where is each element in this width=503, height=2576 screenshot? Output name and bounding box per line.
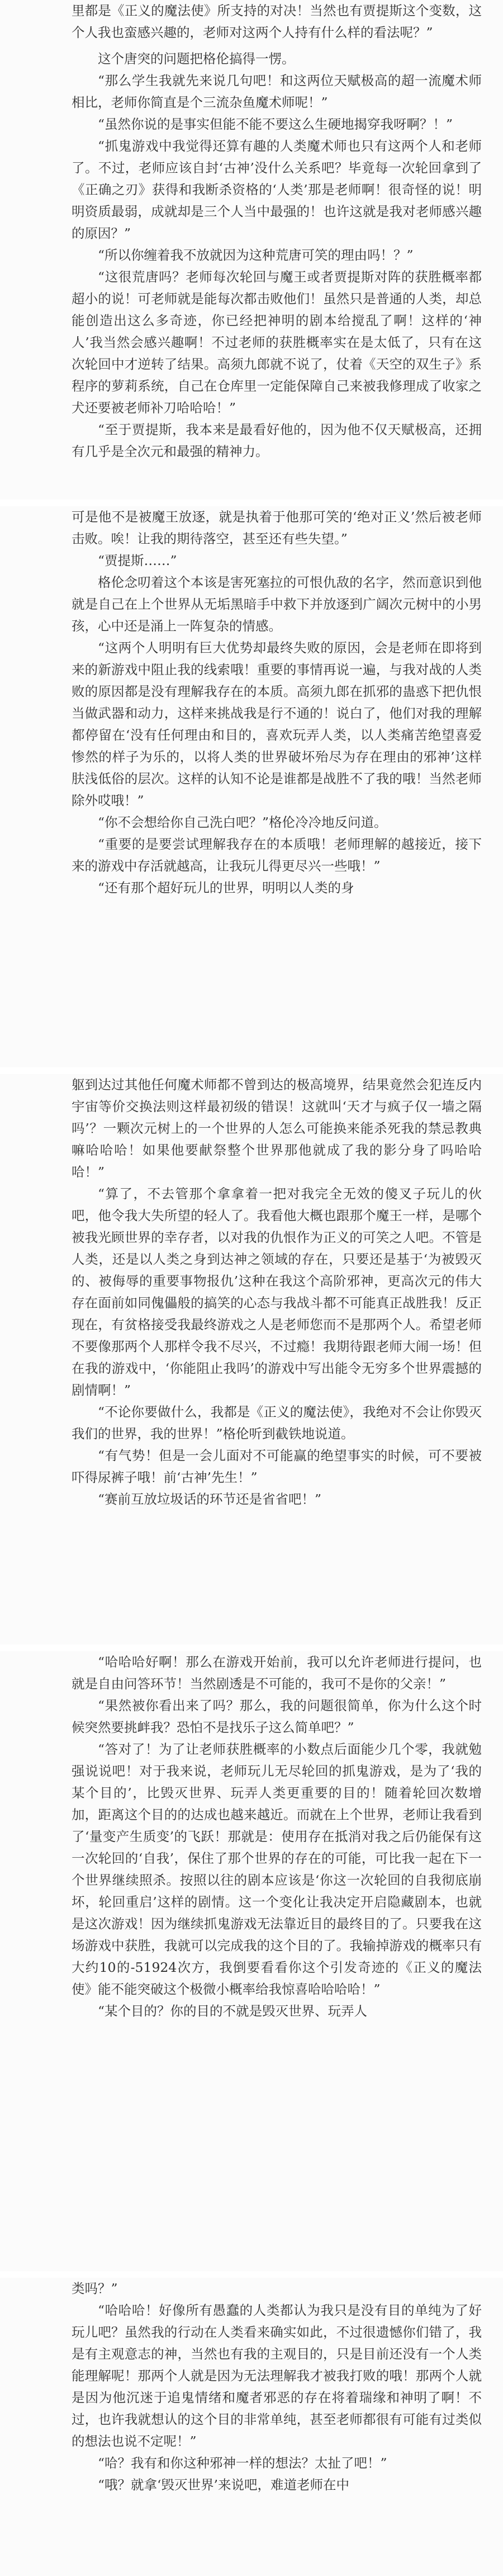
- paragraph: “那么学生我就先来说几句吧！和这两位天赋极高的超一流魔术师相比，老师你简直是个三流杂鱼魔术师呢！”: [72, 73, 482, 110]
- paragraph: “还有那个超好玩儿的世界，明明以人类的身: [98, 880, 354, 896]
- paragraph: “哦？就拿‘毁灭世界’来说吧，难道老师在中: [98, 2477, 349, 2493]
- paragraph: “虽然你说的是事实但能不能不要这么生硬地揭穿我呀啊？！”: [98, 116, 453, 132]
- paragraph: “有气势！但是一会儿面对不可能赢的绝望事实的时候，可不要被吓得尿裤子哦！前‘古神’先生！”: [72, 1448, 482, 1485]
- text-panel-1: [0, 0, 503, 500]
- text-panel-2: [0, 506, 503, 1067]
- paragraph: “至于贾提斯，我本来是最看好他的，因为他不仅天赋极高，还拥有几乎是全次元和最强的精神力。: [72, 422, 482, 459]
- text-panel-3: [0, 1074, 503, 1645]
- paragraph: “你不会想给你自己洗白吧？”格伦冷冷地反问道。: [98, 814, 387, 830]
- page-separator: [0, 1067, 503, 1074]
- page-separator: [0, 1645, 503, 1651]
- paragraph: “算了，不去管那个拿拿着一把对我完全无效的傻叉子玩儿的伙吧，他令我大失所望的轻人了。我看他大概也跟那个魔王一样，是哪个被我光顾世界的幸存者，以对我的仇恨作为正义的可笑之人吧。不管是人类，还是以人类之身到达神之领域的存在，只要还是基于‘为被毁灭的、被侮辱的重要事物报仇’这种在我这个高阶邪神，更高次元的伟大存在面前如同傀儡般的搞笑的心态与我战斗都不可能真正战胜我！反正现在，有贫格接受我最终游戏之人是老师您而不是那两个人。希望老师不要像那两个人那样令我不尽兴，不过瘾！我期待跟老师大闹一场！但在我的游戏中，‘你能阻止我吗’的游戏中写出能令无穷多个世界震撼的剧情啊！”: [72, 1186, 482, 1398]
- paragraph: “这两个人明明有巨大优势却最终失败的原因，会是老师在即将到来的新游戏中阻止我的线索哦！重要的事情再说一遍，与我对战的人类败的原因都是没有理解我存在的本质。高须九郎在抓邪的蛊惑下把仇恨当做武器和动力，这样来挑战我是行不通的！说白了，他们对我的理解都停留在‘没有任何理由和目的，喜欢玩弄人类，以人类痛苦绝望喜爱惨然的样子为乐的，以将人类的世界破坏殆尽为存在理由的邪神’这样肤浅低俗的层次。这样的认知不论是谁都是战胜不了我的哦！当然老师除外哎哦！”: [72, 640, 482, 808]
- paragraph: 里都是《正义的魔法使》所支持的对决！当然也有贾提斯这个变数，这个人我也蛮感兴趣的，老师对这两个人持有什么样的看法呢？”: [72, 3, 482, 40]
- paragraph: “重要的是要尝试理解我存在的本质哦！老师理解的越接近，接下来的游戏中存活就越高，让我玩儿得更尽兴一些哦！”: [72, 836, 482, 874]
- paragraph: 格伦念叨着这个本该是害死塞拉的可恨仇敌的名字，然而意识到他就是自己在上个世界从无垢黑暗手中救下并放逐到广阔次元树中的小男孩，心中还是涌上一阵复杂的情感。: [72, 574, 482, 634]
- paragraph: “不论你要做什么，我都是《正义的魔法使》，我绝对不会让你毁灭我们的世界，我的世界！”格伦听到截铁地说道。: [72, 1404, 482, 1442]
- paragraph: “贾提斯……”: [98, 553, 177, 568]
- paragraph: “所以你缠着我不放就因为这种荒唐可笑的理由吗！？”: [98, 247, 414, 263]
- paragraph: “哈哈哈好啊！那么在游戏开始前，我可以允许老师进行提问，也就是自由问答环节！当然剧透是不可能的，我可不是你的父亲！”: [72, 1654, 482, 1692]
- paragraph: 可是他不是被魔王放逐，就是执着于他那可笑的‘绝对正义’然后被老师击败。唉！让我的期待落空，甚至还有些失望。”: [72, 509, 482, 547]
- page-separator: [0, 2271, 503, 2278]
- paragraph: “果然被你看出来了吗？那么，我的问题很简单，你为什么这个时候突然要挑衅我？恐怕不是找乐子这么简单吧？”: [72, 1698, 482, 1735]
- paragraph: 这个唐突的问题把格伦搞得一愣。: [98, 51, 295, 67]
- paragraph: “赛前互放垃圾话的环节还是省省吧！”: [98, 1491, 322, 1507]
- paragraph: “答对了！为了让老师获胜概率的小数点后面能少几个零，我就勉强说说吧！对于我来说，老师玩儿无尽轮回的抓鬼游戏，是为了‘我的某个目的’，比毁灭世界、玩弄人类更重要的目的！随着轮回次数增加，距离这个目的的达成也越来越近。而就在上个世界，老师让我看到了‘量变产生质变’的飞跃！那就是：使用存在抵消对我之后仍能保有这一次轮回的‘自我’，保住了那个世界的存在的可能，可比我一起在下一个世界继续照杀。按照以往的剧本应该是‘你这一次轮回的自我彻底崩坏，轮回重启’这样的剧情。这一个变化让我决定开启隐藏剧本，也就是这次游戏！因为继续抓鬼游戏无法靠近目的最终目的了。只要我在这场游戏中获胜，我就可以完成我的这个目的了。我输掉游戏的概率只有大约10的-51924次方，我倒要看看你这个引发奇迹的《正义的魔法使》能不能突破这个极微小概率给我惊喜哈哈哈哈！”: [72, 1741, 482, 1997]
- text-panel-4: [0, 1651, 503, 2271]
- paragraph: “哈哈哈！好像所有愚蠢的人类都认为我只是没有目的单纯为了好玩儿吧？虽然我的行动在人类看来确实如此，不过很遗憾你们错了，我是有主观意志的神，当然也有我的主观目的，只是目前还没有一个人类能理解呢！那两个人就是因为无法理解我才被我打败的哦！那两个人就是因为他沉迷于追鬼情绪和魔者邪恶的存在将着瑞缘和神明了啊！不过，也许我就想认的这个目的非常单纯，甚至老师都很有可能有过类似的想法也说不定呢！”: [72, 2302, 482, 2449]
- text-panel-5: [0, 2278, 503, 2576]
- paragraph: 类吗？”: [72, 2281, 118, 2296]
- paragraph: “哈？我有和你这种邪神一样的想法？太扯了吧！”: [98, 2455, 387, 2471]
- page-separator: [0, 500, 503, 506]
- paragraph: “这很荒唐吗？老师每次轮回与魔王或者贾提斯对阵的获胜概率都超小的说！可老师就是能每次都击败他们！虽然只是普通的人类，却总能创造出这么多奇迹，你已经把神明的剧本给搅乱了啊！这样的‘神人’我当然会感兴趣啊！不过老师的获胜概率实在是太低了，只有在这次轮回中才逆转了结果。高须九郎就不说了，仗着《天空的双生子》系程序的萝莉系统，自己在仓库里一定能保障自己来被我修理成了收家之犬还要被老师补刀哈哈哈！”: [72, 269, 482, 416]
- paragraph: “抓鬼游戏中我觉得还算有趣的人类魔术师也只有这两个人和老师了。不过，老师应该自封‘古神’没什么关系吧？毕竟每一次轮回拿到了《正确之刃》获得和我断杀资格的‘人类’那是老师啊！很奇怪的说！明明资质最弱，成就却是三个人当中最强的！也许这就是我对老师感兴趣的原因？”: [72, 138, 482, 241]
- paragraph: “某个目的？你的目的不就是毁灭世界、玩弄人: [98, 2003, 368, 2019]
- paragraph: 躯到达过其他任何魔术师都不曾到达的极高境界，结果竟然会犯连反内宇宙等价交换法则这样最初级的错误！这就叫‘天才与疯子仅一墙之隔吗’？一颗次元树上的一个世界的人怎么可能换来能杀死我的禁忌教典嘛哈哈哈！如果他要献祭整个世界那他就成了我的影分身了吗哈哈哈！”: [72, 1077, 482, 1180]
